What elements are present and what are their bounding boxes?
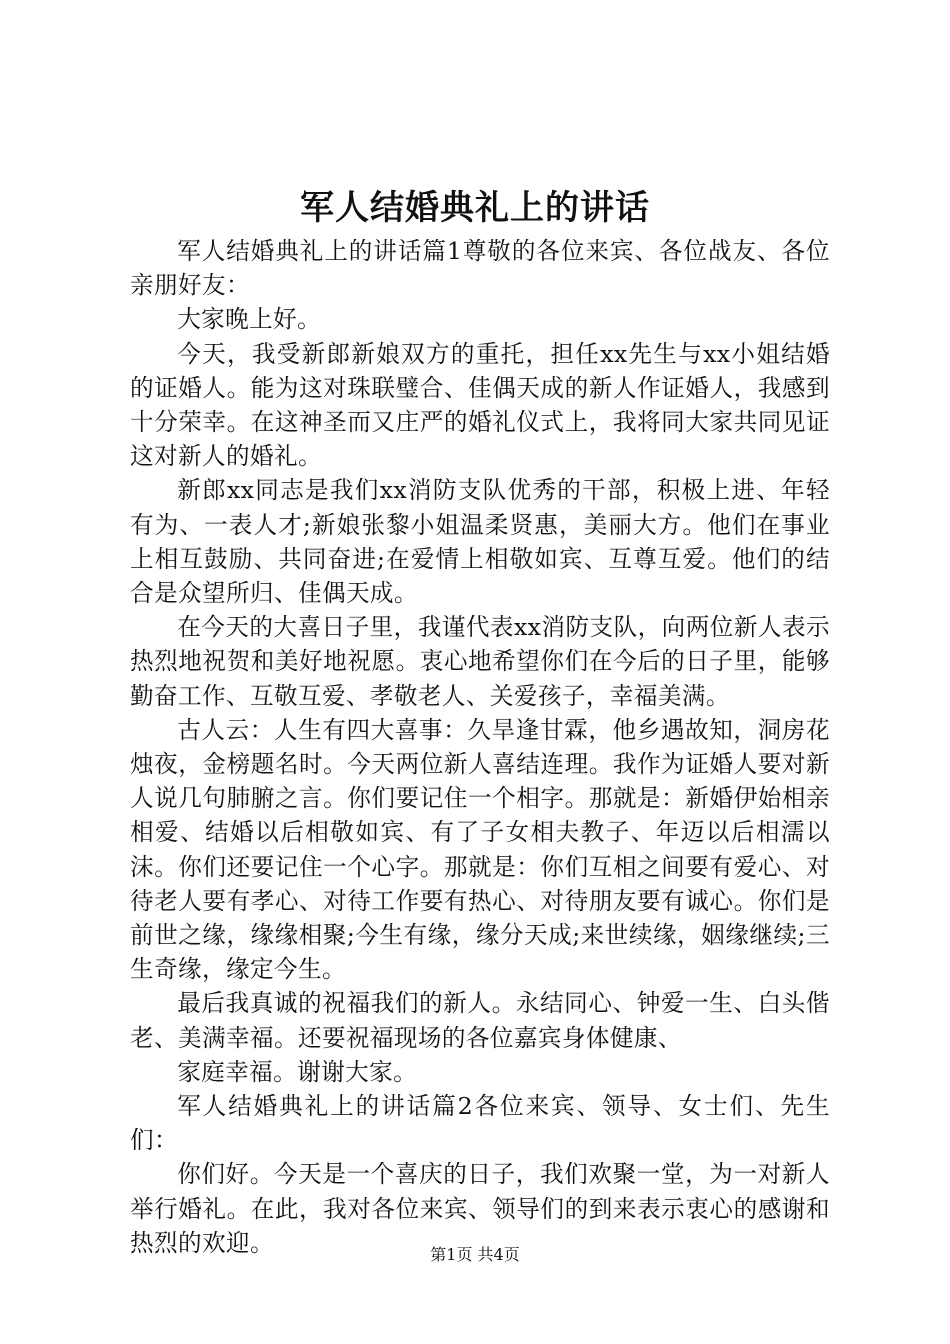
paragraph-6: 古人云：人生有四大喜事：久旱逢甘霖，他乡遇故知，洞房花烛夜，金榜题名时。今天两位新人喜结连理。我作为证婚人要对新人说几句肺腑之言。你们要记住一个相字。那就是：新婚伊始相亲相爱、结婚以后相敬如宾、有了子女相夫教子、年迈以后相濡以沫。你们还要记住一个心字。那就是：你们互相之间要有爱心、对待老人要有孝心、对待工作要有热心、对待朋友要有诚心。你们是前世之缘，缘缘相聚;今生有缘，缘分天成;来世续缘，姻缘继续;三生奇缘，缘定今生。 — [130, 715, 830, 984]
paragraph-2: 大家晚上好。 — [177, 305, 322, 334]
paragraph-1: 军人结婚典礼上的讲话篇1尊敬的各位来宾、各位战友、各位亲朋好友： — [130, 237, 830, 300]
page-indicator: 第1页 共4页 — [430, 1245, 520, 1264]
paragraph-3: 今天，我受新郎新娘双方的重托，担任xx先生与xx小姐结婚的证婚人。能为这对珠联璧合、佳偶天成的新人作证婚人，我感到十分荣幸。在这神圣而又庄严的婚礼仪式上，我将同大家共同见证这对新人的婚礼。 — [130, 339, 830, 471]
document-title: 军人结婚典礼上的讲话 — [300, 188, 650, 228]
document-body — [130, 234, 830, 1260]
paragraph-8: 家庭幸福。谢谢大家。 — [177, 1057, 418, 1086]
paragraph-10: 你们好。今天是一个喜庆的日子，我们欢聚一堂，为一对新人举行婚礼。在此，我对各位来宾、领导们的到来表示衷心的感谢和热烈的欢迎。 — [130, 1160, 830, 1257]
paragraph-5: 在今天的大喜日子里，我谨代表xx消防支队，向两位新人表示热烈地祝贺和美好地祝愿。衷心地希望你们在今后的日子里，能够勤奋工作、互敬互爱、孝敬老人、关爱孩子，幸福美满。 — [130, 613, 830, 710]
paragraph-9: 军人结婚典礼上的讲话篇2各位来宾、领导、女士们、先生们： — [130, 1092, 830, 1155]
paragraph-7: 最后我真诚的祝福我们的新人。永结同心、钟爱一生、白头偕老、美满幸福。还要祝福现场的各位嘉宾身体健康、 — [130, 989, 830, 1052]
paragraph-4: 新郎xx同志是我们xx消防支队优秀的干部，积极上进、年轻有为、一表人才;新娘张黎小姐温柔贤惠，美丽大方。他们在事业上相互鼓励、共同奋进;在爱情上相敬如宾、互尊互爱。他们的结合是众望所归、佳偶天成。 — [130, 476, 830, 608]
